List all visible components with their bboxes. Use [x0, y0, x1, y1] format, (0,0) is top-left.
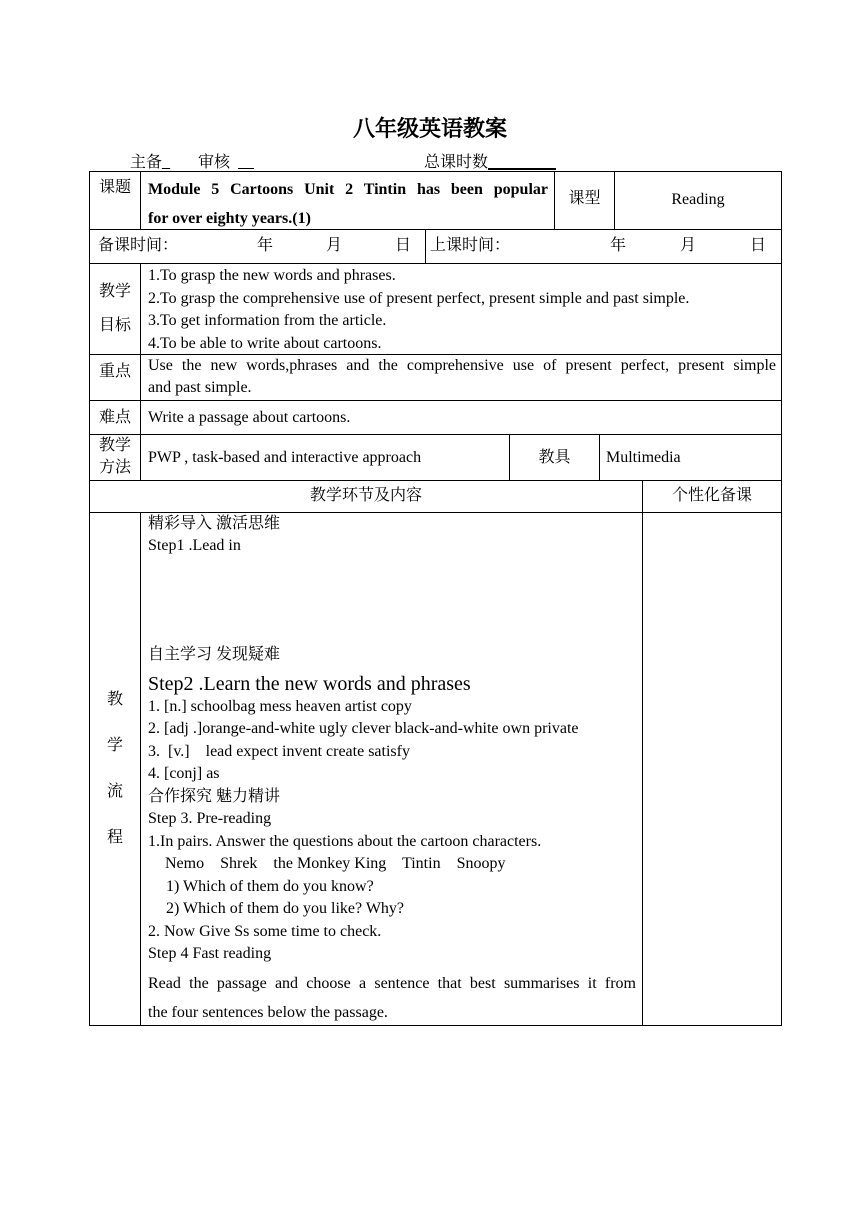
words-verbs: 3. [v.] lead expect invent create satisfy: [148, 743, 410, 760]
check-instruction: 2. Now Give Ss some time to check.: [148, 923, 382, 940]
prep-year-label: 年: [257, 237, 274, 254]
objectives-list: [148, 265, 778, 355]
method-text: PWP , task-based and interactive approach: [148, 449, 422, 466]
topic-title: Module 5 Cartoons Unit 2 Tintin has been popular for over eighty years.(1): [148, 181, 548, 227]
cooperation-heading: 合作探究 魅力精讲: [148, 788, 281, 805]
intro-heading: 精彩导入 激活思维: [148, 515, 281, 532]
fast-reading-instruction: Read the passage and choose a sentence that best summarises it from the four sentences below the passage.: [148, 975, 636, 1021]
method-label: 教学 方法: [98, 437, 131, 476]
prep-month-label: 月: [326, 237, 343, 254]
class-year-label: 年: [610, 237, 627, 254]
objectives-label: 教学 目标: [98, 283, 131, 334]
words-conjunctions: 4. [conj] as: [148, 765, 220, 782]
cartoon-characters: Nemo Shrek the Monkey King Tintin Snoopy: [165, 855, 506, 872]
step3-heading: Step 3. Pre-reading: [148, 810, 272, 827]
difficulty-label: 难点: [98, 409, 131, 426]
key-points-label: 重点: [98, 363, 131, 380]
lesson-type-value: Reading: [671, 191, 725, 208]
objective-item: 2.To grasp the comprehensive use of present perfect, present simple and past simple.: [148, 289, 690, 307]
tools-value: Multimedia: [606, 449, 681, 466]
class-day-label: 日: [750, 237, 767, 254]
tools-label: 教具: [538, 449, 571, 466]
class-month-label: 月: [680, 237, 697, 254]
document-title: 八年级英语教案: [352, 116, 507, 141]
key-points-text: Use the new words,phrases and the comprehensive use of present perfect, present simple and past simple.: [148, 357, 776, 396]
words-nouns: 1. [n.] schoolbag mess heaven artist copy: [148, 698, 412, 715]
reviewer-label: 审核: [198, 154, 231, 171]
objective-item: 4.To be able to write about cartoons.: [148, 334, 382, 352]
question-2: 2) Which of them do you like? Why?: [166, 900, 405, 917]
step4-heading: Step 4 Fast reading: [148, 945, 272, 962]
step1-heading: Step1 .Lead in: [148, 537, 241, 554]
difficulty-text: Write a passage about cartoons.: [148, 409, 351, 426]
class-time-label: 上课时间：: [430, 237, 511, 254]
topic-label: 课题: [98, 179, 131, 196]
step2-heading: Step2 .Learn the new words and phrases: [148, 673, 471, 695]
question-1: 1) Which of them do you know?: [166, 878, 374, 895]
section-personal-header: 个性化备课: [671, 487, 752, 504]
prep-day-label: 日: [395, 237, 412, 254]
words-adjectives: 2. [adj .]orange-and-white ugly clever black-and-white own private: [148, 720, 579, 737]
objective-item: 3.To get information from the article.: [148, 312, 387, 329]
section-content-header: 教学环节及内容: [309, 487, 422, 504]
prep-time-label: 备课时间：: [98, 237, 179, 254]
lead-preparer-label: 主备_: [130, 154, 171, 171]
process-side-label: 教 学 流 程: [106, 691, 123, 846]
pairs-instruction: 1.In pairs. Answer the questions about the cartoon characters.: [148, 833, 542, 850]
lesson-type-label: 课型: [568, 190, 601, 207]
total-lessons-label: 总课时数: [424, 154, 489, 171]
objective-item: 1.To grasp the new words and phrases.: [148, 267, 396, 284]
self-study-heading: 自主学习 发现疑难: [148, 646, 281, 663]
